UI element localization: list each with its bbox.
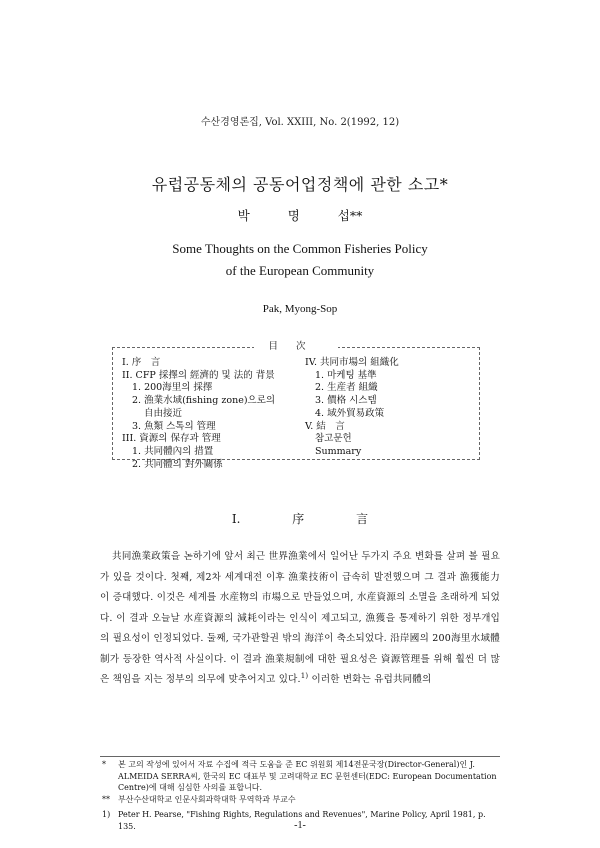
body-paragraph	[100, 547, 500, 691]
english-title-line-2: of the European Community	[225, 263, 375, 278]
english-title	[0, 238, 600, 282]
korean-title: 유럽공동체의 공동어업정책에 관한 소고*	[151, 175, 449, 194]
footnote-text: Peter H. Pearse, "Fishing Rights, Regulations and Revenues", Marine Policy, April 1981, p. 135.	[118, 810, 486, 831]
toc-item: 참고문헌	[315, 433, 352, 445]
page-number: -1-	[294, 820, 306, 831]
korean-author: 박 명 섭**	[237, 208, 363, 223]
toc-item: III. 資源의 保存과 管理	[122, 433, 221, 445]
toc-item: II. CFP 採擇의 經濟的 및 法的 背景	[122, 369, 275, 381]
footnote-mark: **	[102, 794, 110, 804]
body-text-main: 共同漁業政策을 논하기에 앞서 최근 世界漁業에서 일어난 두가지 주요 변화를 살펴 볼 필요가 있을 것이다. 첫째, 제2차 세계대전 이후 漁業技術이 급속히 발전했으며 그 결과 漁獲能力이 증대했다. 이것은 세계를 水産物의 市場으로 만들었으며, 水産資源의 소멸을 초래하게 되었다. 이 결과 오늘날 水産資源의 減耗이라는 인식이 제고되고, 漁獲을 통제하기 위한 정부개입의 필요성이 인정되었다. 둘째, 국가관할권 밖의 海洋이 축소되었다. 沿岸國의 200海里水域體制가 등장한 역사적 사실이다. 이 결과 漁業規制에 대한 필요성은 資源管理를 위해 훨씬 더 많은 책임을 지는 정부의 의무에 맞추어지고 있다.	[100, 551, 500, 685]
toc-item: 1. 마케팅 基準	[315, 369, 377, 381]
toc-item: I. 序 言	[122, 357, 161, 368]
toc-item: 2. 共同體의 對外關係	[132, 458, 223, 470]
toc-item: 1. 200海里의 採擇	[132, 382, 213, 394]
footnote	[102, 759, 500, 794]
footnote-mark: 1)	[102, 810, 111, 819]
toc-item: 3. 魚類 스톡의 管理	[132, 420, 216, 432]
footnote-divider	[100, 756, 500, 757]
toc-left-column	[122, 357, 312, 471]
toc-item: 2. 漁業水域(fishing zone)으로의	[132, 395, 276, 407]
footnote-text: 부산수산대학교 인문사회과학대학 무역학과 부교수	[118, 794, 296, 804]
english-author: Pak, Myong-Sop	[262, 303, 338, 315]
footnote	[102, 794, 500, 806]
footnote-text: 본 고의 작성에 있어서 자료 수집에 적극 도움을 준 EC 위원회 제14전문국장(Director-General)인 J. ALMEIDA SERRA씨, 한국의 EC 대표부 및 고려대학교 EC 문헌센터(EDC: European Documentation Centre)에 대해 심심한 사의를 표합니다.	[118, 760, 497, 792]
toc-item: Summary	[315, 445, 362, 457]
toc-item: 4. 域外貿易政策	[315, 407, 385, 419]
section-heading: I. 序 言	[231, 512, 369, 526]
table-of-contents	[112, 341, 480, 470]
body-text-tail: 이러한 변화는 유럽共同體의	[308, 674, 432, 685]
toc-item: V. 結 言	[305, 420, 345, 432]
toc-item: 1. 共同體內의 措置	[132, 445, 214, 457]
toc-right-column	[305, 357, 475, 459]
toc-heading: 目次	[254, 341, 337, 352]
toc-item: 3. 價格 시스템	[315, 395, 377, 407]
toc-item: IV. 共同市場의 組織化	[305, 357, 399, 368]
footnote-reference: 1)	[300, 671, 309, 680]
toc-item: 自由接近	[144, 407, 183, 419]
footnote-mark: *	[102, 760, 106, 769]
journal-header: 수산경영론집, Vol. XXIII, No. 2(1992, 12)	[200, 117, 400, 128]
english-title-line-1: Some Thoughts on the Common Fisheries Policy	[172, 241, 428, 256]
toc-item: 2. 生産者 組織	[315, 382, 378, 394]
